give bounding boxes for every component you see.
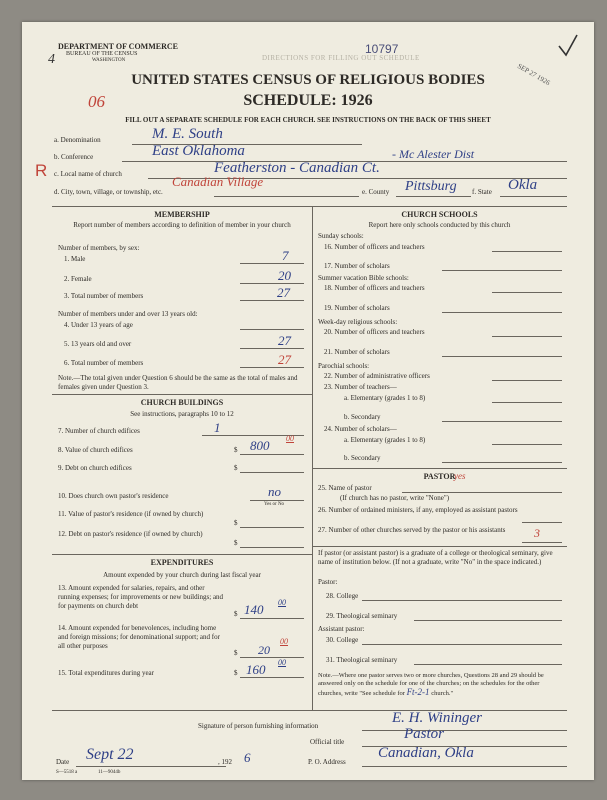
q11-label: 11. Value of pastor's residence (if owned by church)	[58, 510, 204, 518]
form-number: S—5518 a	[56, 770, 78, 775]
membership-intro: Report number of members according to definition of member in your church	[73, 221, 291, 229]
q14-cents: 00	[280, 637, 288, 646]
q9-dollar: $	[234, 464, 238, 472]
q2-label: 2. Female	[64, 275, 92, 283]
q8-label: 8. Value of church edifices	[58, 446, 133, 454]
by-sex-label: Number of members, by sex:	[58, 244, 140, 252]
print-number: 11—9044b	[98, 770, 121, 775]
q5-line	[240, 348, 304, 349]
frame-bottom	[52, 710, 567, 711]
q25-label: 25. Name of pastor	[318, 484, 372, 492]
q23b-label: b. Secondary	[344, 413, 381, 421]
q26-line	[522, 522, 562, 523]
q4-line	[240, 329, 304, 330]
pastor-note-fill: Ft-2-1	[406, 687, 430, 697]
q3-label: 3. Total number of members	[64, 292, 144, 300]
buildings-divider	[52, 394, 312, 395]
q24b-label: b. Secondary	[344, 454, 381, 462]
department-label: DEPARTMENT OF COMMERCE	[58, 42, 179, 51]
q17-label: 17. Number of scholars	[324, 262, 390, 270]
q21-line	[442, 356, 562, 357]
q11-line	[240, 527, 304, 528]
under-over-label: Number of members under and over 13 years old:	[58, 310, 198, 318]
date-value: Sept 22	[86, 746, 134, 763]
date-label: Date	[56, 758, 70, 766]
q10-label: 10. Does church own pastor's residence	[58, 492, 169, 500]
q13-value: 140	[244, 602, 264, 617]
signature-value: E. H. Wininger	[392, 710, 482, 726]
q3-line	[240, 300, 304, 301]
q24a-label: a. Elementary (grades 1 to 8)	[344, 436, 426, 444]
q17-line	[442, 270, 562, 271]
sunday-label: Sunday schools:	[318, 232, 364, 240]
document-subtitle: SCHEDULE: 1926	[243, 92, 373, 109]
q23-label: 23. Number of teachers—	[324, 383, 397, 391]
q18-label: 18. Number of officers and teachers	[324, 284, 425, 292]
schools-heading: CHURCH SCHOOLS	[401, 210, 478, 219]
membership-note: Note.—The total given under Question 6 should be the same as the total of males and females given under Question 3.	[58, 374, 298, 391]
pastor-sub-label: Pastor:	[318, 578, 338, 586]
q3-value: 27	[277, 285, 290, 300]
q8-value: 800	[250, 438, 270, 453]
q24-label: 24. Number of scholars—	[324, 425, 397, 433]
q18-line	[492, 292, 562, 293]
q24b-line	[442, 462, 562, 463]
q14-label: 14. Amount expended for benevolences, including home and foreign missions; for denominational support; and for all other purposes	[58, 624, 220, 650]
q24a-line	[492, 444, 562, 445]
q6-value: 27	[278, 352, 291, 367]
q1-label: 1. Male	[64, 255, 86, 263]
state-label: f. State	[472, 188, 492, 196]
buildings-heading: CHURCH BUILDINGS	[140, 398, 224, 407]
city-town-value: Canadian Village	[172, 174, 264, 189]
q7-label: 7. Number of church edifices	[58, 427, 140, 435]
q6-line	[240, 367, 304, 368]
signature-label: Signature of person furnishing information	[198, 722, 319, 730]
date-line	[76, 766, 226, 767]
q25-line	[402, 492, 562, 493]
conference-label: b. Conference	[54, 153, 94, 161]
conference-value: East Oklahoma	[152, 143, 245, 159]
q12-dollar: $	[234, 539, 238, 547]
year-value: 6	[244, 750, 251, 765]
q15-cents: 00	[278, 658, 286, 667]
city-town-label: d. City, town, village, or township, etc.	[54, 188, 163, 196]
center-divider	[312, 206, 313, 710]
q7-value: 1	[214, 420, 221, 435]
q23a-label: a. Elementary (grades 1 to 8)	[344, 394, 426, 402]
q16-label: 16. Number of officers and teachers	[324, 243, 425, 251]
q8-cents: 00	[286, 434, 294, 443]
q14-line	[240, 657, 304, 658]
q29-line	[414, 620, 562, 621]
q8-line	[240, 454, 304, 455]
q16-line	[492, 251, 562, 252]
q27-label: 27. Number of other churches served by the pastor or his assistants	[318, 526, 506, 534]
q30-label: 30. College	[326, 636, 359, 644]
address-line	[362, 766, 567, 767]
city-label: WASHINGTON	[92, 58, 126, 63]
q30-line	[362, 644, 562, 645]
q15-label: 15. Total expenditures during year	[58, 669, 154, 677]
pastor-note: Note.—Where one pastor serves two or more churches, Questions 28 and 29 should be answered only on the schedule for one of the churches; on the schedules for the other churches, write "See schedule for Ft-2-1 church."	[318, 672, 544, 697]
title-label: Official title	[310, 738, 345, 746]
q27-line	[522, 542, 562, 543]
q23b-line	[442, 421, 562, 422]
q2-value: 20	[278, 268, 291, 283]
title-value: Pastor	[404, 726, 445, 742]
faded-bleed-text: DIRECTIONS FOR FILLING OUT SCHEDULE	[262, 54, 420, 62]
parochial-label: Parochial schools:	[318, 362, 370, 370]
q26-label: 26. Number of ordained ministers, if any, employed as assistant pastors	[318, 506, 518, 514]
address-value: Canadian, Okla	[378, 745, 474, 761]
q25-mark: yes	[454, 471, 466, 481]
q28-label: 28. College	[326, 592, 359, 600]
county-label: e. County	[362, 188, 390, 196]
county-value: Pittsburg	[405, 179, 457, 194]
q13-dollar: $	[234, 610, 238, 618]
local-name-value: Featherston - Canadian Ct.	[214, 160, 380, 176]
q4-label: 4. Under 13 years of age	[64, 321, 133, 329]
address-label: P. O. Address	[308, 758, 346, 766]
schools-sub: Report here only schools conducted by this church	[368, 221, 511, 229]
q11-dollar: $	[234, 519, 238, 527]
state-value: Okla	[508, 177, 538, 193]
q21-label: 21. Number of scholars	[324, 348, 390, 356]
q12-line	[240, 547, 304, 548]
expenditures-heading: EXPENDITURES	[150, 558, 214, 567]
q31-label: 31. Theological seminary	[326, 656, 398, 664]
q15-dollar: $	[234, 669, 238, 677]
q9-line	[240, 472, 304, 473]
assistant-label: Assistant pastor:	[318, 625, 365, 633]
census-schedule-page	[22, 22, 594, 780]
q1-line	[240, 263, 304, 264]
q28-line	[362, 600, 562, 601]
county-line	[396, 196, 471, 197]
pastor-heading: PASTOR	[423, 472, 456, 481]
q2-line	[240, 283, 304, 284]
q13-label: 13. Amount expended for salaries, repairs, and other running expenses; for improvements or new buildings; and for payments on church debt	[58, 584, 224, 610]
r-mark: R	[35, 161, 48, 180]
q5-value: 27	[278, 333, 291, 348]
signature-line	[362, 730, 567, 731]
margin-mark: 4	[48, 52, 55, 67]
q10-line	[250, 500, 304, 501]
code-mark: 06	[88, 92, 105, 111]
expenditures-sub: Amount expended by your church during last fiscal year	[103, 571, 261, 579]
q29-label: 29. Theological seminary	[326, 612, 398, 620]
q15-value: 160	[246, 662, 266, 677]
q23a-line	[492, 402, 562, 403]
frame-top	[52, 206, 567, 207]
q8-dollar: $	[234, 446, 238, 454]
q19-line	[442, 312, 562, 313]
q5-label: 5. 13 years old and over	[64, 340, 132, 348]
q22-label: 22. Number of administrative officers	[324, 372, 430, 380]
vacation-label: Summer vacation Bible schools:	[318, 274, 409, 282]
q14-value: 20	[258, 643, 270, 657]
q12-label: 12. Debt on pastor's residence (if owned by church)	[58, 530, 203, 538]
instruction-line: FILL OUT A SEPARATE SCHEDULE FOR EACH CHURCH. SEE INSTRUCTIONS ON THE BACK OF THIS SHEET	[125, 116, 491, 124]
q20-line	[492, 336, 562, 337]
q19-label: 19. Number of scholars	[324, 304, 390, 312]
q6-label: 6. Total number of members	[64, 359, 144, 367]
q22-line	[492, 380, 562, 381]
q20-label: 20. Number of officers and teachers	[324, 328, 425, 336]
q1-value: 7	[282, 248, 289, 263]
membership-heading: MEMBERSHIP	[154, 210, 210, 219]
conference-district: - Mc Alester Dist	[392, 147, 475, 161]
stamp-number: 10797	[365, 42, 399, 56]
stamp-date: SEP 27 1926	[516, 62, 552, 88]
graduate-note: If pastor (or assistant pastor) is a graduate of a college or theological seminary, give name of institution below. (If not a graduate, write "No" in the space indicated.)	[318, 549, 553, 566]
weekday-label: Week-day religious schools:	[318, 318, 398, 326]
local-name-label: c. Local name of church	[54, 170, 122, 178]
state-line	[500, 196, 567, 197]
q13-line	[240, 618, 304, 619]
denomination-value: M. E. South	[152, 126, 223, 142]
buildings-sub: See instructions, paragraphs 10 to 12	[130, 410, 234, 418]
pastor-divider	[312, 468, 567, 469]
grad-divider	[312, 546, 567, 547]
document-title: UNITED STATES CENSUS OF RELIGIOUS BODIES	[131, 72, 485, 88]
q27-mark: 3	[534, 526, 540, 540]
year-prefix: , 192	[218, 758, 232, 766]
denomination-label: a. Denomination	[54, 136, 101, 144]
q13-cents: 00	[278, 598, 286, 607]
yes-no-hint: Yes or No	[264, 502, 285, 507]
q25-sub: (If church has no pastor, write "None")	[340, 494, 450, 502]
q9-label: 9. Debt on church edifices	[58, 464, 132, 472]
city-town-line	[214, 196, 359, 197]
check-mark-icon	[556, 32, 580, 60]
expenditures-divider	[52, 554, 312, 555]
q10-value: no	[268, 484, 281, 499]
bureau-label: BUREAU OF THE CENSUS	[66, 51, 138, 57]
q14-dollar: $	[234, 649, 238, 657]
q31-line	[414, 664, 562, 665]
